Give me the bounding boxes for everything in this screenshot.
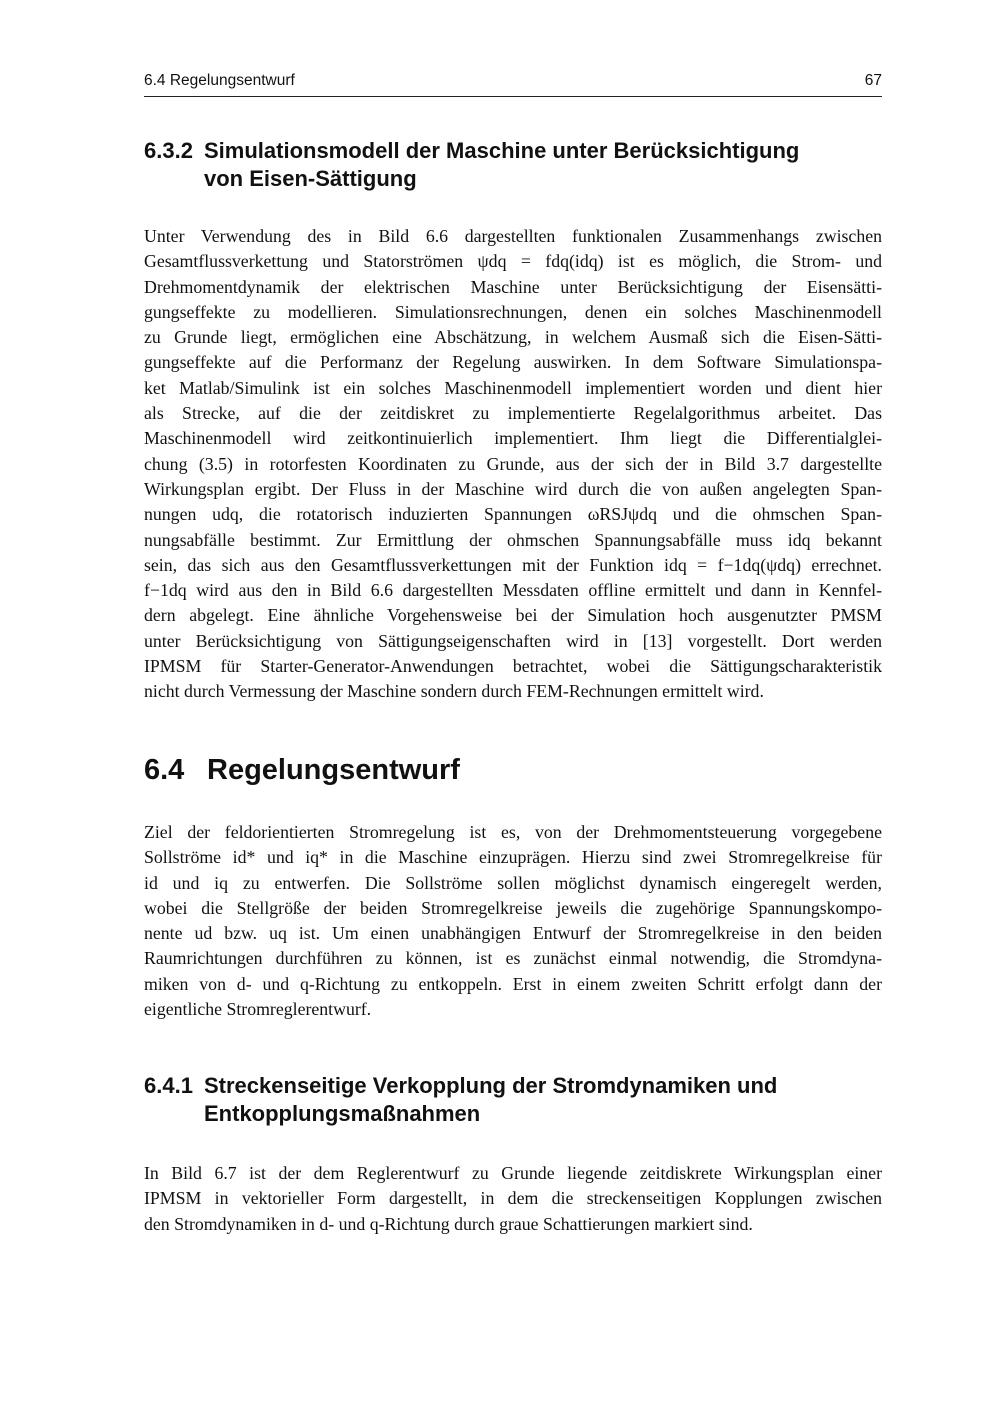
text-line: ket Matlab/Simulink ist ein solches Maschinenmodell implementiert worden und dient hier [144, 377, 882, 398]
text-line: nente ud bzw. uq ist. Um einen unabhängigen Entwurf der Stromregelkreise in den beiden [144, 923, 882, 944]
running-head-section: 6.4 Regelungsentwurf [144, 72, 295, 89]
body-paragraph-6-3-2 [144, 224, 882, 705]
text-line: gungseffekte zu modellieren. Simulationsrechnungen, denen ein solches Maschinenmodell [144, 301, 882, 322]
text-line: nungen udq, die rotatorisch induzierten Spannungen ωRSJψdq und die ohmschen Span- [144, 504, 882, 525]
section-heading-6-4 [144, 752, 864, 788]
text-line: wobei die Stellgröße der beiden Stromregelkreise jeweils die zugehörige Spannungskompo- [144, 897, 882, 918]
section-heading-6-4-1 [144, 1072, 864, 1128]
section-title: Regelungsentwurf [207, 754, 460, 786]
text-line: gungseffekte auf die Performanz der Regelung auswirken. In dem Software Simulationspa- [144, 352, 882, 373]
text-line: Unter Verwendung des in Bild 6.6 dargestellten funktionalen Zusammenhangs zwischen [144, 226, 882, 246]
text-line: nicht durch Vermessung der Maschine sondern durch FEM-Rechnungen ermittelt wird. [144, 681, 764, 702]
text-line: Raumrichtungen durchführen zu können, ist es zunächst einmal notwendig, die Stromdyna- [144, 948, 882, 969]
text-line: IPMSM für Starter-Generator-Anwendungen betrachtet, wobei die Sättigungscharakteristik [144, 656, 882, 677]
page-number: 67 [864, 72, 882, 89]
section-title-line-1: Simulationsmodell der Maschine unter Berücksichtigung [204, 138, 800, 163]
section-title-line-2: Entkopplungsmaßnahmen [204, 1101, 481, 1126]
text-line: Wirkungsplan ergibt. Der Fluss in der Maschine wird durch die von außen angelegten Span- [144, 478, 882, 499]
text-line: IPMSM in vektorieller Form dargestellt, in dem die streckenseitigen Kopplungen zwischen [144, 1188, 882, 1209]
text-line: chung (3.5) in rotorfesten Koordinaten zu Grunde, aus der sich der in Bild 3.7 dargestellte [144, 453, 882, 474]
text-line: miken von d- und q-Richtung zu entkoppeln. Erst in einem zweiten Schritt erfolgt dann der [144, 973, 882, 994]
section-heading-6-3-2 [144, 137, 864, 193]
text-line: In Bild 6.7 ist der dem Reglerentwurf zu Grunde liegende zeitdiskrete Wirkungsplan einer [144, 1163, 882, 1183]
running-head [144, 70, 882, 97]
text-line: den Stromdynamiken in d- und q-Richtung durch graue Schattierungen markiert sind. [144, 1213, 753, 1234]
text-line: eigentliche Stromreglerentwurf. [144, 999, 372, 1020]
text-line: Maschinenmodell wird zeitkontinuierlich implementiert. Ihm liegt die Differentialglei- [144, 428, 882, 449]
body-paragraph-6-4 [144, 820, 882, 1022]
text-line: als Strecke, auf die der zeitdiskret zu implementierte Regelalgorithmus arbeitet. Das [144, 403, 882, 424]
text-line: Sollströme id* und iq* in die Maschine einzuprägen. Hierzu sind zwei Stromregelkreise für [144, 847, 882, 868]
text-line: zu Grunde liegt, ermöglichen eine Abschätzung, in welchem Ausmaß sich die Eisen-Sätti- [144, 327, 882, 348]
text-line: Gesamtflussverkettung und Statorströmen ψdq = fdq(idq) ist es möglich, die Strom- und [144, 251, 882, 272]
section-title-line-1: Streckenseitige Verkopplung der Stromdynamiken und [204, 1073, 778, 1098]
section-number: 6.4 [144, 754, 185, 786]
section-title-line-2: von Eisen-Sättigung [204, 166, 417, 191]
body-paragraph-6-4-1 [144, 1161, 882, 1237]
text-line: Ziel der feldorientierten Stromregelung ist es, von der Drehmomentsteuerung vorgegebene [144, 822, 882, 842]
text-line: dern abgelegt. Eine ähnliche Vorgehensweise bei der Simulation hoch ausgenutzter PMSM [144, 605, 882, 626]
text-line: id und iq zu entwerfen. Die Sollströme sollen möglichst dynamisch eingeregelt werden, [144, 872, 882, 893]
text-line: unter Berücksichtigung von Sättigungseigenschaften wird in [13] vorgestellt. Dort werden [144, 630, 882, 651]
text-line: Drehmomentdynamik der elektrischen Maschine unter Berücksichtigung der Eisensätti- [144, 276, 882, 297]
section-number: 6.4.1 [144, 1073, 193, 1098]
text-line: nungsabfälle bestimmt. Zur Ermittlung der ohmschen Spannungsabfälle muss idq bekannt [144, 529, 882, 550]
section-number: 6.3.2 [144, 138, 193, 163]
text-line: f−1dq wird aus den in Bild 6.6 dargestellten Messdaten offline ermittelt und dann in Kennfel- [144, 580, 882, 601]
text-line: sein, das sich aus den Gesamtflussverkettungen mit der Funktion idq = f−1dq(ψdq) errechnet. [144, 554, 882, 575]
